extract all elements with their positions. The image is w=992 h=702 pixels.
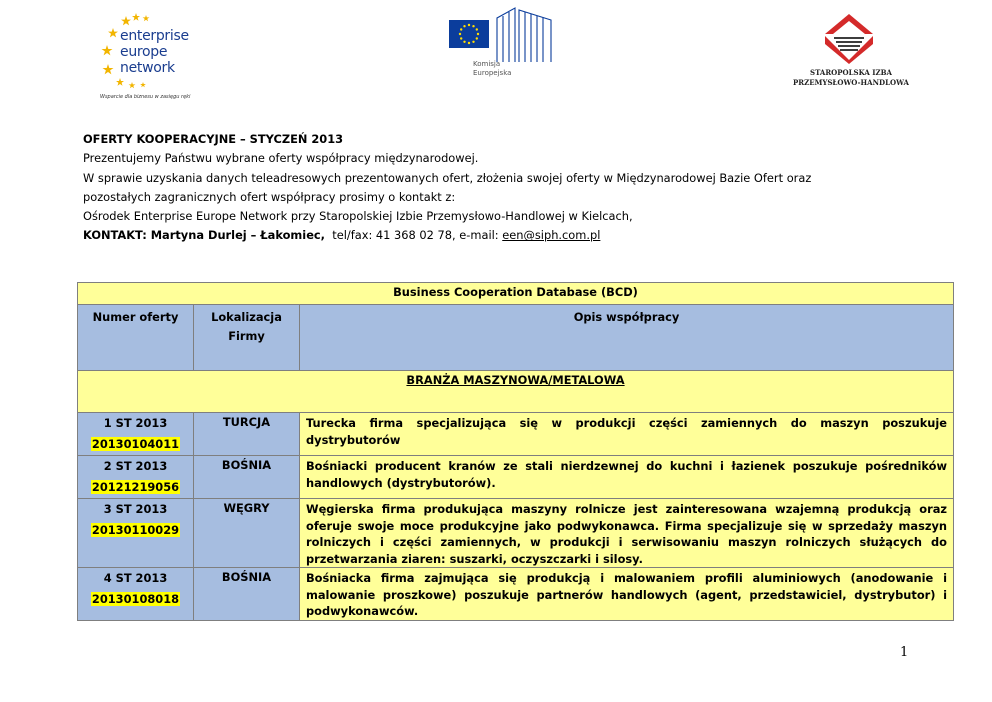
offer-location: TURCJA xyxy=(194,413,300,456)
berlaymont-building-icon xyxy=(495,4,553,64)
contact-details: tel/fax: 41 368 02 78, e-mail: xyxy=(325,228,503,243)
offer-location: WĘGRY xyxy=(194,499,300,568)
ec-wordmark xyxy=(473,60,511,78)
page-number: 1 xyxy=(900,645,909,660)
intro-section xyxy=(83,130,933,246)
offer-description: Bośniacki producent kranów ze stali nierdzewnej do kuchni i łazienek poszukuje pośredników handlowych (dystrybutorów). xyxy=(300,456,954,499)
offer-number-cell xyxy=(78,456,194,499)
header-location-line-1: Lokalizacja xyxy=(211,310,282,324)
ec-line-1: Komisja xyxy=(473,60,501,68)
offer-number-cell xyxy=(78,413,194,456)
offer-number-cell xyxy=(78,568,194,621)
offer-number: 3 ST 2013 xyxy=(103,502,168,516)
siph-chevron-icon xyxy=(823,14,875,64)
offer-number: 4 ST 2013 xyxy=(103,571,168,585)
email-link[interactable]: een@siph.com.pl xyxy=(502,228,601,243)
table-title-row xyxy=(78,283,954,305)
table-title: Business Cooperation Database (BCD) xyxy=(78,283,954,305)
sector-heading: BRANŻA MASZYNOWA/METALOWA xyxy=(78,371,954,413)
eu-flag-icon xyxy=(449,20,489,48)
sector-row xyxy=(78,371,954,413)
contact-line xyxy=(83,226,933,245)
offer-location: BOŚNIA xyxy=(194,456,300,499)
table-row xyxy=(78,456,954,499)
intro-line-3: pozostałych zagranicznych ofert współpracy prosimy o kontakt z: xyxy=(83,189,456,204)
een-tagline: Wsparcie dla biznesu w zasięgu ręki xyxy=(100,94,191,100)
offers-table xyxy=(77,282,954,621)
table-row xyxy=(78,413,954,456)
siph-logo xyxy=(783,14,919,92)
header-number: Numer oferty xyxy=(78,305,194,371)
offer-number-cell xyxy=(78,499,194,568)
offer-location: BOŚNIA xyxy=(194,568,300,621)
intro-line-2: W sprawie uzyskania danych teleadresowych prezentowanych ofert, złożenia swojej oferty w Międzynarodowej Bazie Ofert oraz xyxy=(83,170,812,185)
een-line-1: enterprise xyxy=(120,28,189,44)
siph-wordmark xyxy=(783,68,919,88)
intro-line-4: Ośrodek Enterprise Europe Network przy Staropolskiej Izbie Przemysłowo-Handlowej w Kielcach, xyxy=(83,209,633,224)
offer-description: Węgierska firma produkująca maszyny rolnicze jest zainteresowana wzajemną produkcją oraz oferuje swoje moce produkcyjne jako podwykonawca. Firma specjalizuje się w sprzedaży maszyn rolniczych i części zamiennych, w produkcji i serwisowaniu maszyn rolniczych służących do przetwarzania ziaren: suszarki, oczyszczarki i silosy. xyxy=(300,499,954,568)
header-location-line-2: Firmy xyxy=(228,329,265,343)
een-line-2: europe xyxy=(120,44,168,60)
offer-code: 20130108018 xyxy=(91,592,180,606)
ec-line-2: Europejska xyxy=(473,69,512,77)
een-line-3: network xyxy=(120,60,175,76)
offer-code: 20130110029 xyxy=(91,523,180,537)
offer-description: Bośniacka firma zajmująca się produkcją i malowaniem profili aluminiowych (anodowanie i malowanie proszkowe) poszukuje partnerów handlowych (agent, przedstawiciel, dystrybutor) i podwykonawców. xyxy=(300,568,954,621)
header-description: Opis współpracy xyxy=(300,305,954,371)
intro-line-1: Prezentujemy Państwu wybrane oferty współpracy międzynarodowej. xyxy=(83,151,479,166)
offer-code: 20130104011 xyxy=(91,437,180,451)
contact-label: KONTAKT: Martyna Durlej – Łakomiec, xyxy=(83,228,326,243)
offer-number: 2 ST 2013 xyxy=(103,459,168,473)
enterprise-europe-network-logo xyxy=(96,12,206,104)
siph-line-1: STAROPOLSKA IZBA xyxy=(810,68,892,77)
table-row xyxy=(78,568,954,621)
siph-line-2: PRZEMYSŁOWO-HANDLOWA xyxy=(793,78,909,87)
offer-code: 20121219056 xyxy=(91,480,180,494)
offer-description: Turecka firma specjalizująca się w produkcji części zamiennych do maszyn poszukuje dystrybutorów xyxy=(300,413,954,456)
document-title: OFERTY KOOPERACYJNE – STYCZEŃ 2013 xyxy=(83,132,344,146)
header-location xyxy=(194,305,300,371)
offer-number: 1 ST 2013 xyxy=(103,416,168,430)
een-wordmark xyxy=(120,28,189,76)
table-row xyxy=(78,499,954,568)
table-header-row xyxy=(78,305,954,371)
european-commission-logo xyxy=(443,2,555,90)
